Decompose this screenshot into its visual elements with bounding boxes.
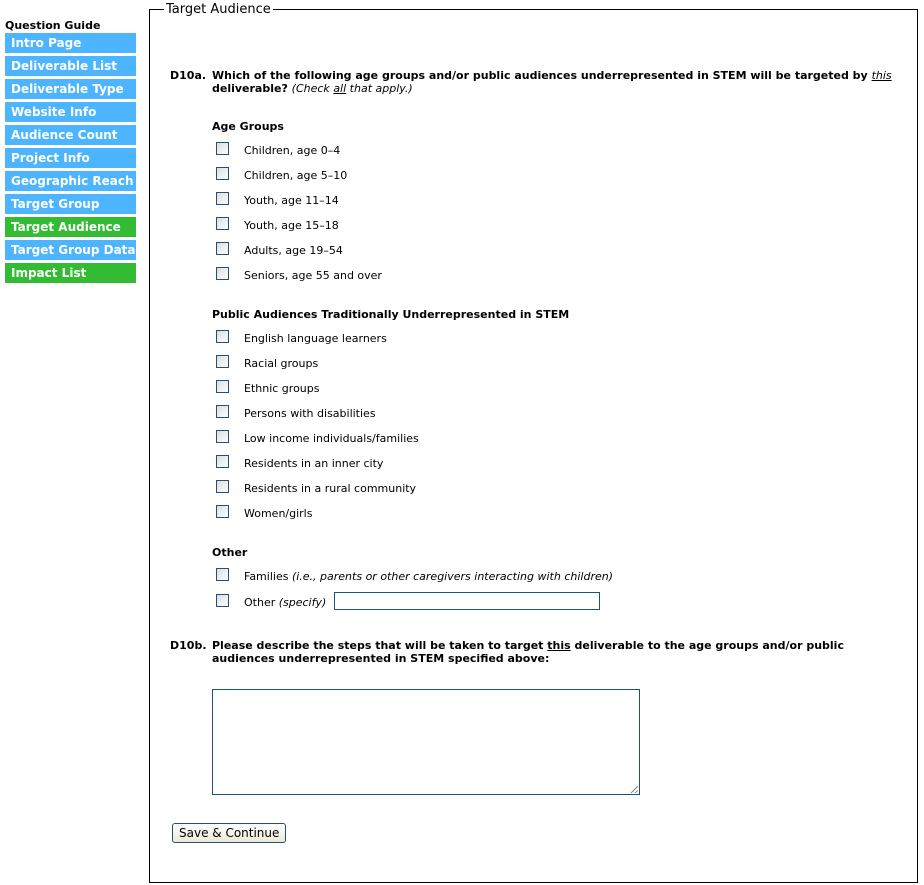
checkbox-label-youth-age-15-18: Youth, age 15–18 <box>244 219 339 232</box>
checkbox-label-adults-age-19-54: Adults, age 19–54 <box>244 244 343 257</box>
checkbox-adults-age-19-54[interactable] <box>216 242 229 255</box>
question-note-d10a-part1: (Check <box>291 82 334 95</box>
question-guide-nav <box>5 33 136 283</box>
checkbox-seniors-age-55-and-over[interactable] <box>216 267 229 280</box>
checkbox-women-girls[interactable] <box>216 505 229 518</box>
families-label-text: Families <box>244 570 292 583</box>
checkbox-label-residents-in-a-rural-community: Residents in a rural community <box>244 482 417 495</box>
fieldset-legend: Target Audience <box>166 2 271 17</box>
families-label-note: (i.e., parents or other caregivers interacting with children) <box>291 570 613 583</box>
sidebar-item-deliverable-type[interactable]: Deliverable Type <box>5 79 136 99</box>
sidebar-item-audience-count[interactable]: Audience Count <box>5 125 136 145</box>
other-label-note: (specify) <box>278 596 327 609</box>
other-label-text: Other <box>244 596 279 609</box>
question-number-d10a: D10a. <box>170 69 207 82</box>
checkbox-label-seniors-age-55-and-over: Seniors, age 55 and over <box>244 269 382 282</box>
other-heading: Other <box>212 546 248 559</box>
sidebar-item-target-group[interactable]: Target Group <box>5 194 136 214</box>
checkbox-label-racial-groups: Racial groups <box>244 357 319 370</box>
checkbox-label-ethnic-groups: Ethnic groups <box>244 382 320 395</box>
sidebar-item-project-info[interactable]: Project Info <box>5 148 136 168</box>
checkbox-other[interactable] <box>216 594 229 607</box>
question-note-d10a-emphasis: all <box>333 82 347 95</box>
checkbox-ethnic-groups[interactable] <box>216 380 229 393</box>
d10b-description-textarea[interactable] <box>212 689 640 795</box>
question-text-d10b <box>212 639 892 665</box>
checkbox-families[interactable] <box>216 568 229 581</box>
sidebar-item-deliverable-list[interactable]: Deliverable List <box>5 56 136 76</box>
age-groups-heading: Age Groups <box>212 120 284 133</box>
question-note-d10a-part2: that apply.) <box>346 82 413 95</box>
checkbox-label-residents-in-an-inner-city: Residents in an inner city <box>244 457 384 470</box>
question-text-d10a-part2: deliverable? <box>212 82 292 95</box>
sidebar-item-impact-list[interactable]: Impact List <box>5 263 136 283</box>
checkbox-other-label <box>244 596 326 609</box>
question-text-d10a-emphasis: this <box>871 69 892 82</box>
checkbox-english-language-learners[interactable] <box>216 330 229 343</box>
checkbox-youth-age-11-14[interactable] <box>216 192 229 205</box>
checkbox-label-english-language-learners: English language learners <box>244 332 387 345</box>
checkbox-youth-age-15-18[interactable] <box>216 217 229 230</box>
checkbox-label-low-income-individuals-families: Low income individuals/families <box>244 432 419 445</box>
sidebar-item-website-info[interactable]: Website Info <box>5 102 136 122</box>
checkbox-children-age-0-4[interactable] <box>216 142 229 155</box>
checkbox-residents-in-an-inner-city[interactable] <box>216 455 229 468</box>
checkbox-residents-in-a-rural-community[interactable] <box>216 480 229 493</box>
question-text-d10b-part1: Please describe the steps that will be taken to target <box>212 639 548 652</box>
other-specify-input[interactable] <box>334 592 600 610</box>
checkbox-label-youth-age-11-14: Youth, age 11–14 <box>244 194 339 207</box>
checkbox-label-children-age-5-10: Children, age 5–10 <box>244 169 348 182</box>
checkbox-persons-with-disabilities[interactable] <box>216 405 229 418</box>
question-text-d10a <box>212 69 892 95</box>
target-audience-fieldset <box>149 2 918 883</box>
sidebar-item-intro-page[interactable]: Intro Page <box>5 33 136 53</box>
sidebar-item-geographic-reach[interactable]: Geographic Reach <box>5 171 136 191</box>
checkbox-families-label <box>244 570 613 583</box>
save-continue-button[interactable]: Save & Continue <box>172 823 286 843</box>
question-number-d10b: D10b. <box>170 639 207 652</box>
resize-grip-icon[interactable] <box>631 786 638 793</box>
sidebar-item-target-group-data[interactable]: Target Group Data <box>5 240 136 260</box>
question-text-d10a-part1: Which of the following age groups and/or public audiences underrepresented in STEM will be targeted by <box>212 69 872 82</box>
question-guide-sidebar <box>5 18 136 286</box>
checkbox-low-income-individuals-families[interactable] <box>216 430 229 443</box>
public-audiences-heading: Public Audiences Traditionally Underrepresented in STEM <box>212 308 570 321</box>
question-text-d10b-part2: deliverable to the age groups and/or public audiences underrepresented in STEM specified above: <box>212 639 844 665</box>
question-text-d10b-emphasis: this <box>547 639 571 652</box>
checkbox-label-women-girls: Women/girls <box>244 507 313 520</box>
question-guide-title: Question Guide <box>5 19 101 32</box>
checkbox-racial-groups[interactable] <box>216 355 229 368</box>
checkbox-children-age-5-10[interactable] <box>216 167 229 180</box>
checkbox-label-persons-with-disabilities: Persons with disabilities <box>244 407 376 420</box>
checkbox-label-children-age-0-4: Children, age 0–4 <box>244 144 341 157</box>
sidebar-item-target-audience[interactable]: Target Audience <box>5 217 136 237</box>
